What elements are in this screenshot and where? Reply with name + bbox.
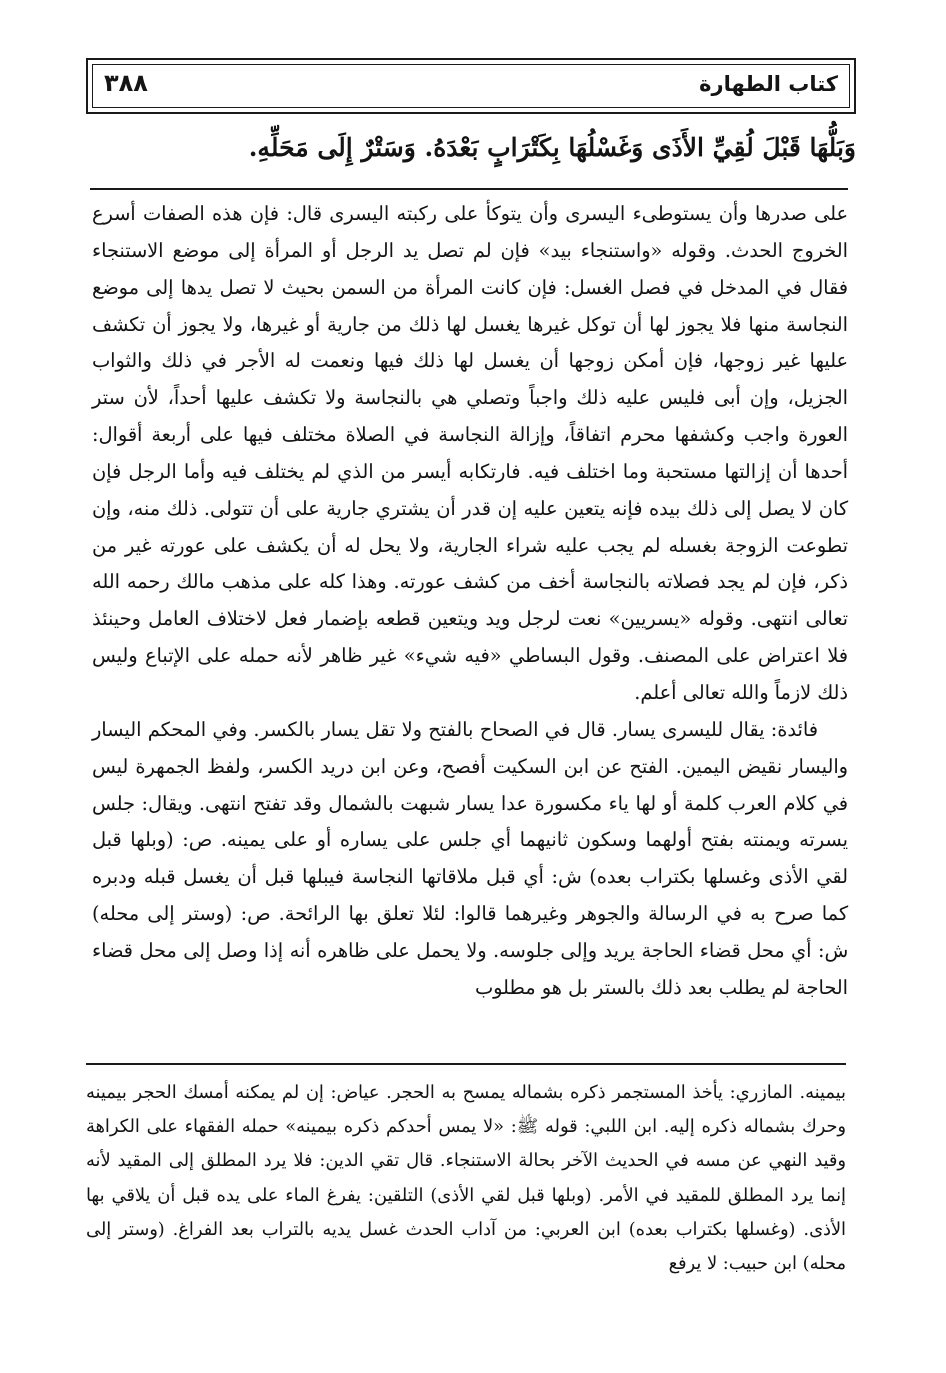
footnote-divider — [86, 1063, 846, 1065]
commentary-paragraph-fawaid: فائدة: يقال لليسرى يسار. قال في الصحاح بالفتح ولا تقل يسار بالكسر. وفي المحكم اليسار واليسار نقيض اليمين. الفتح عن ابن السكيت أفصح، وعن ابن دريد الكسر، ولفظ الجمهرة ليس في كلام العرب كلمة أو لها ياء مكسورة عدا يسار شبهت بالشمال وقد تفتح انتهى. ويقال: جلس يسرته ويمنته بفتح أولهما وسكون ثانيهما أي جلس على يساره أو على يمينه. ص: (وبلها قبل لقي الأذى وغسلها بكتراب بعده) ش: أي قبل ملاقاتها النجاسة فيبلها قبل أن يغسل قبله ودبره كما صرح به في الرسالة والجوهر وغيرهما قالوا: لئلا تعلق بها الرائحة. ص: (وستر إلى محله) ش: أي محل قضاء الحاجة يريد وإلى جلوسه. ولا يحمل على ظاهره أنه إذا وصل إلى محل قضاء الحاجة لم يطلب بعد ذلك بالستر بل هو مطلوب — [92, 717, 848, 999]
book-title: كتاب الطهارة — [699, 72, 838, 96]
footnote-text — [86, 1076, 846, 1281]
commentary-text — [92, 196, 848, 1007]
matn-divider — [90, 188, 848, 190]
page-number: ٣٨٨ — [104, 69, 148, 97]
page-header — [86, 58, 856, 114]
commentary-paragraph: على صدرها وأن يستوطىء اليسرى وأن يتوكأ على ركبته اليسرى قال: فإن هذه الصفات أسرع الخروج الحدث. وقوله «واستنجاء بيد» فإن لم تصل يد الرجل أو المرأة إلى موضع الاستنجاء فقال في المدخل في فصل الغسل: فإن كانت المرأة من السمن بحيث لا تصل يدها إلى موضع النجاسة منها فلا يجوز لها أن توكل غيرها يغسل لها ذلك من جارية أو غيرها، ولا يجوز أن تكشف عليها غير زوجها، فإن أمكن زوجها أن يغسل لها ذلك فيها ونعمت له الأجر في ذلك والثواب الجزيل، وإن أبى فليس عليه ذلك واجباً وتصلي هي بالنجاسة ولا تكشف عليها أحداً، لأن ستر العورة واجب وكشفها محرم اتفاقاً، وإزالة النجاسة في الصلاة مختلف فيها على أربعة أقوال: أحدها أن إزالتها مستحبة وما اختلف فيه. فارتكابه أيسر من الذي لم يختلف فيه وأما الرجل فإن كان لا يصل إلى ذلك بيده فإنه يتعين عليه إن قدر أن يشتري جارية على أن تتولى. ذلك منه، وإن تطوعت الزوجة بغسله لم يجب عليه شراء الجارية، ولا يحل له أن يكشف على عورته غير من ذكر، فإن لم يجد فصلاته بالنجاسة أخف من كشف عورته. وهذا كله على مذهب مالك رحمه الله تعالى انتهى. وقوله «يسريين» نعت لرجل ويد ويتعين قطعه بإضمار فعل لاختلاف العامل وحينئذ فلا اعتراض على المصنف. وقول البساطي «فيه شيء» غير ظاهر لأنه حمله على الإتباع وليس ذلك لازماً والله تعالى أعلم. — [92, 202, 848, 704]
footnote-paragraph: بيمينه. المازري: يأخذ المستجمر ذكره بشماله يمسح به الحجر. عياض: إن لم يمكنه أمسك الحجر بيمينه وحرك بشماله ذكره إليه. ابن اللبي: قوله ﷺ: «لا يمس أحدكم ذكره بيمينه» حمله الفقهاء على الكراهة وقيد النهي عن مسه في الحديث الآخر بحالة الاستنجاء. قال تقي الدين: فلا يرد المطلق إلى المقيد لأنه إنما يرد المطلق للمقيد في الأمر. (وبلها قبل لقي الأذى) التلقين: يفرغ الماء على يده قبل أن يلاقي بها الأذى. (وغسلها بكتراب بعده) ابن العربي: من آداب الحدث غسل يديه بالتراب بعد الفراغ. (وستر إلى محله) ابن حبيب: لا يرفع — [86, 1082, 846, 1275]
matn-text: وَبَلُّهَا قَبْلَ لُقِيِّ الأَذَى وَغَسْلُهَا بِكَتْرَابٍ بَعْدَهُ. وَسَتْرٌ إِلَى مَحَلِّهِ. — [248, 133, 856, 162]
